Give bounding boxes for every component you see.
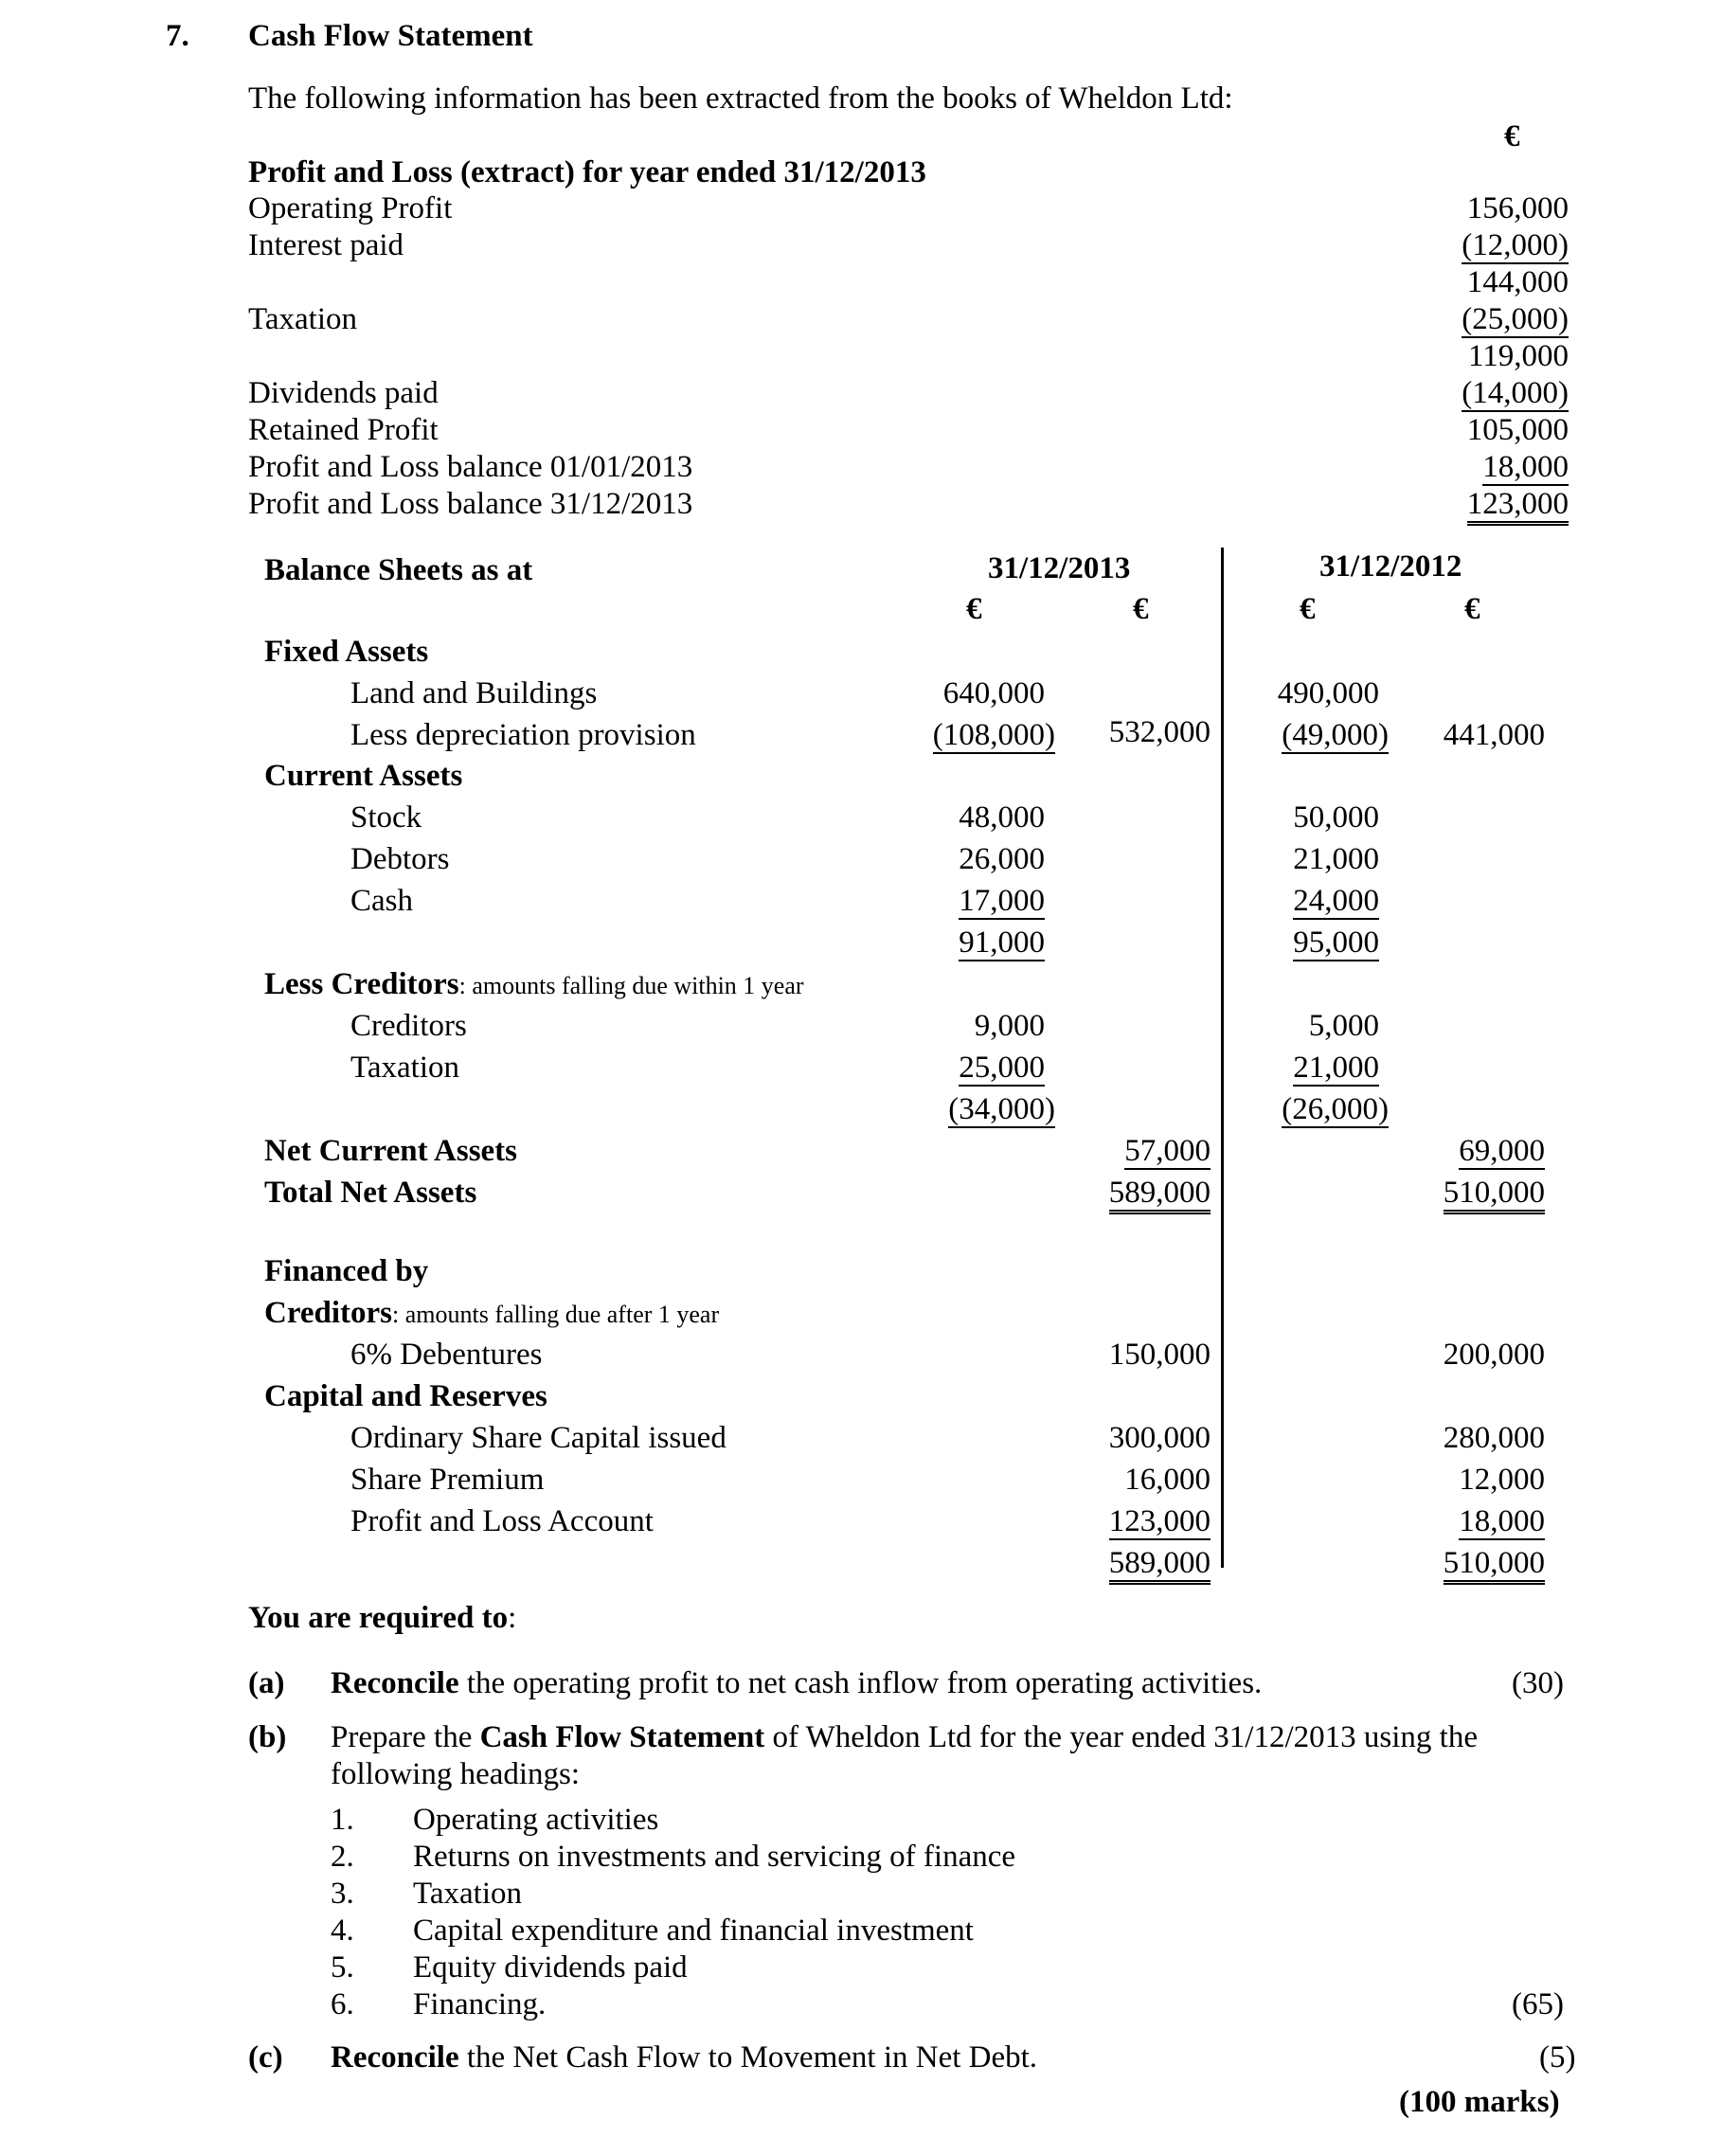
- part-b-text: [331, 1722, 1478, 1753]
- heading-num-5: 5.: [331, 1950, 354, 1985]
- pl-value-dividends-paid: (14,000): [1462, 376, 1569, 410]
- heading-text-3: Taxation: [413, 1877, 522, 1911]
- part-c-rest: the Net Cash Flow to Movement in Net Debt.: [458, 2040, 1038, 2075]
- creditors-after-title: Creditors: [264, 1296, 393, 1330]
- part-a-marks: (30): [1512, 1666, 1564, 1700]
- part-b-post: of Wheldon Ltd for the year ended 31/12/2013 using the: [764, 1720, 1478, 1754]
- stock-label: Stock: [350, 800, 422, 835]
- current-assets-total-2013: 91,000: [959, 925, 1045, 960]
- net-current-assets-2013: 57,000: [1124, 1134, 1211, 1168]
- taxation-2012: 21,000: [1293, 1051, 1379, 1085]
- question-title: Cash Flow Statement: [248, 19, 533, 53]
- financed-total-2013: 589,000: [1109, 1548, 1211, 1585]
- part-b-letter: (b): [248, 1720, 287, 1754]
- less-creditors-title: Less Creditors: [264, 967, 459, 1001]
- fixed-net-2012: 441,000: [1443, 718, 1545, 752]
- less-creditors-note: : amounts falling due within 1 year: [458, 972, 804, 999]
- part-a-bold: Reconcile: [331, 1666, 459, 1700]
- land-2013: 640,000: [942, 676, 1045, 710]
- bs-date-2013: 31/12/2013: [988, 551, 1131, 585]
- pl-currency: €: [1504, 119, 1520, 153]
- pl-label-dividends-paid: Dividends paid: [248, 376, 439, 410]
- part-a-text: [331, 1668, 1262, 1699]
- part-c-text: [331, 2042, 1037, 2074]
- part-b-bold: Cash Flow Statement: [479, 1720, 765, 1754]
- debtors-2012: 21,000: [1293, 842, 1379, 876]
- pl-label-opening-balance: Profit and Loss balance 01/01/2013: [248, 450, 693, 484]
- bs-currency-2012-a: €: [1300, 592, 1316, 626]
- total-net-assets-2012: 510,000: [1444, 1177, 1545, 1214]
- creditors-after-note: : amounts falling due after 1 year: [392, 1301, 720, 1328]
- question-number: 7.: [166, 19, 189, 53]
- heading-text-4: Capital expenditure and financial investment: [413, 1913, 974, 1948]
- intro-text: The following information has been extracted from the books of Wheldon Ltd:: [248, 81, 1233, 116]
- debtors-label: Debtors: [350, 842, 450, 876]
- bs-currency-2013-b: €: [1133, 592, 1149, 626]
- part-b-line2: following headings:: [331, 1757, 581, 1791]
- heading-num-2: 2.: [331, 1840, 354, 1874]
- heading-num-4: 4.: [331, 1913, 354, 1948]
- current-liabilities-total-2013: (34,000): [948, 1092, 1055, 1126]
- creditors-label: Creditors: [350, 1009, 467, 1043]
- net-current-assets-2012: 69,000: [1459, 1134, 1545, 1168]
- share-premium-label: Share Premium: [350, 1463, 545, 1497]
- debentures-2013: 150,000: [1108, 1338, 1211, 1372]
- taxation-label: Taxation: [350, 1051, 459, 1085]
- depr-label: Less depreciation provision: [350, 718, 696, 752]
- part-a-rest: the operating profit to net cash inflow from operating activities.: [458, 1666, 1263, 1700]
- required-heading: [248, 1603, 516, 1634]
- total-net-assets-2013: 589,000: [1109, 1177, 1211, 1214]
- total-marks: (100 marks): [1399, 2085, 1560, 2119]
- pl-value-retained-profit: 105,000: [1466, 413, 1569, 447]
- bs-date-2012: 31/12/2012: [1319, 549, 1462, 584]
- depr-2013: (108,000): [932, 718, 1055, 752]
- share-capital-2013: 300,000: [1108, 1421, 1211, 1455]
- pl-label-interest-paid: Interest paid: [248, 228, 404, 262]
- pl-heading: Profit and Loss (extract) for year ended 31/12/2013: [248, 155, 926, 189]
- share-capital-label: Ordinary Share Capital issued: [350, 1421, 726, 1455]
- land-label: Land and Buildings: [350, 676, 598, 710]
- share-premium-2013: 16,000: [1124, 1463, 1211, 1497]
- part-b-pre: Prepare the: [331, 1720, 480, 1754]
- stock-2013: 48,000: [959, 800, 1045, 835]
- capital-reserves-heading: Capital and Reserves: [264, 1379, 547, 1413]
- pl-value-closing-balance: 123,000: [1467, 489, 1569, 526]
- part-c-marks: (5): [1539, 2040, 1576, 2075]
- land-2012: 490,000: [1277, 676, 1379, 710]
- pl-account-2013: 123,000: [1108, 1504, 1211, 1538]
- part-a-letter: (a): [248, 1666, 285, 1700]
- heading-text-6: Financing.: [413, 1987, 547, 2021]
- debentures-label: 6% Debentures: [350, 1338, 543, 1372]
- required-heading-colon: :: [508, 1601, 517, 1635]
- share-capital-2012: 280,000: [1443, 1421, 1545, 1455]
- heading-text-2: Returns on investments and servicing of finance: [413, 1840, 1016, 1874]
- debentures-2012: 200,000: [1443, 1338, 1545, 1372]
- financed-by-heading: Financed by: [264, 1254, 429, 1288]
- pl-account-2012: 18,000: [1459, 1504, 1545, 1538]
- part-c-letter: (c): [248, 2040, 283, 2075]
- heading-text-5: Equity dividends paid: [413, 1950, 688, 1985]
- cash-label: Cash: [350, 884, 413, 918]
- current-liabilities-total-2012: (26,000): [1282, 1092, 1389, 1126]
- total-net-assets-label: Total Net Assets: [264, 1176, 477, 1210]
- stock-2012: 50,000: [1293, 800, 1379, 835]
- taxation-2013: 25,000: [959, 1051, 1045, 1085]
- bs-currency-2012-b: €: [1464, 592, 1480, 626]
- cash-2012: 24,000: [1293, 884, 1379, 918]
- financed-total-2012: 510,000: [1444, 1548, 1545, 1585]
- required-heading-text: You are required to: [248, 1601, 509, 1635]
- creditors-after-heading: [264, 1298, 719, 1329]
- pl-value-subtotal-1: 144,000: [1466, 265, 1569, 299]
- heading-num-1: 1.: [331, 1803, 354, 1837]
- creditors-2012: 5,000: [1308, 1009, 1379, 1043]
- pl-account-label: Profit and Loss Account: [350, 1504, 654, 1538]
- part-c-bold: Reconcile: [331, 2040, 459, 2075]
- creditors-2013: 9,000: [974, 1009, 1045, 1043]
- pl-label-taxation: Taxation: [248, 302, 357, 336]
- pl-value-taxation: (25,000): [1462, 302, 1569, 336]
- pl-label-operating-profit: Operating Profit: [248, 191, 453, 225]
- current-assets-heading: Current Assets: [264, 759, 463, 793]
- pl-value-interest-paid: (12,000): [1462, 228, 1569, 262]
- pl-value-operating-profit: 156,000: [1466, 191, 1569, 225]
- part-b-marks: (65): [1512, 1987, 1564, 2021]
- heading-num-3: 3.: [331, 1877, 354, 1911]
- pl-value-subtotal-2: 119,000: [1467, 339, 1569, 373]
- less-creditors-heading: [264, 969, 804, 1000]
- fixed-net-2013: 532,000: [1108, 715, 1211, 749]
- bs-currency-2013-a: €: [966, 592, 982, 626]
- cash-2013: 17,000: [959, 884, 1045, 918]
- heading-text-1: Operating activities: [413, 1803, 659, 1837]
- pl-label-retained-profit: Retained Profit: [248, 413, 439, 447]
- share-premium-2012: 12,000: [1459, 1463, 1545, 1497]
- pl-value-opening-balance: 18,000: [1482, 450, 1569, 484]
- debtors-2013: 26,000: [959, 842, 1045, 876]
- net-current-assets-label: Net Current Assets: [264, 1134, 518, 1168]
- bs-heading: Balance Sheets as at: [264, 553, 533, 587]
- depr-2012: (49,000): [1282, 718, 1389, 752]
- pl-label-closing-balance: Profit and Loss balance 31/12/2013: [248, 487, 693, 521]
- fixed-assets-heading: Fixed Assets: [264, 635, 429, 669]
- current-assets-total-2012: 95,000: [1293, 925, 1379, 960]
- heading-num-6: 6.: [331, 1987, 354, 2021]
